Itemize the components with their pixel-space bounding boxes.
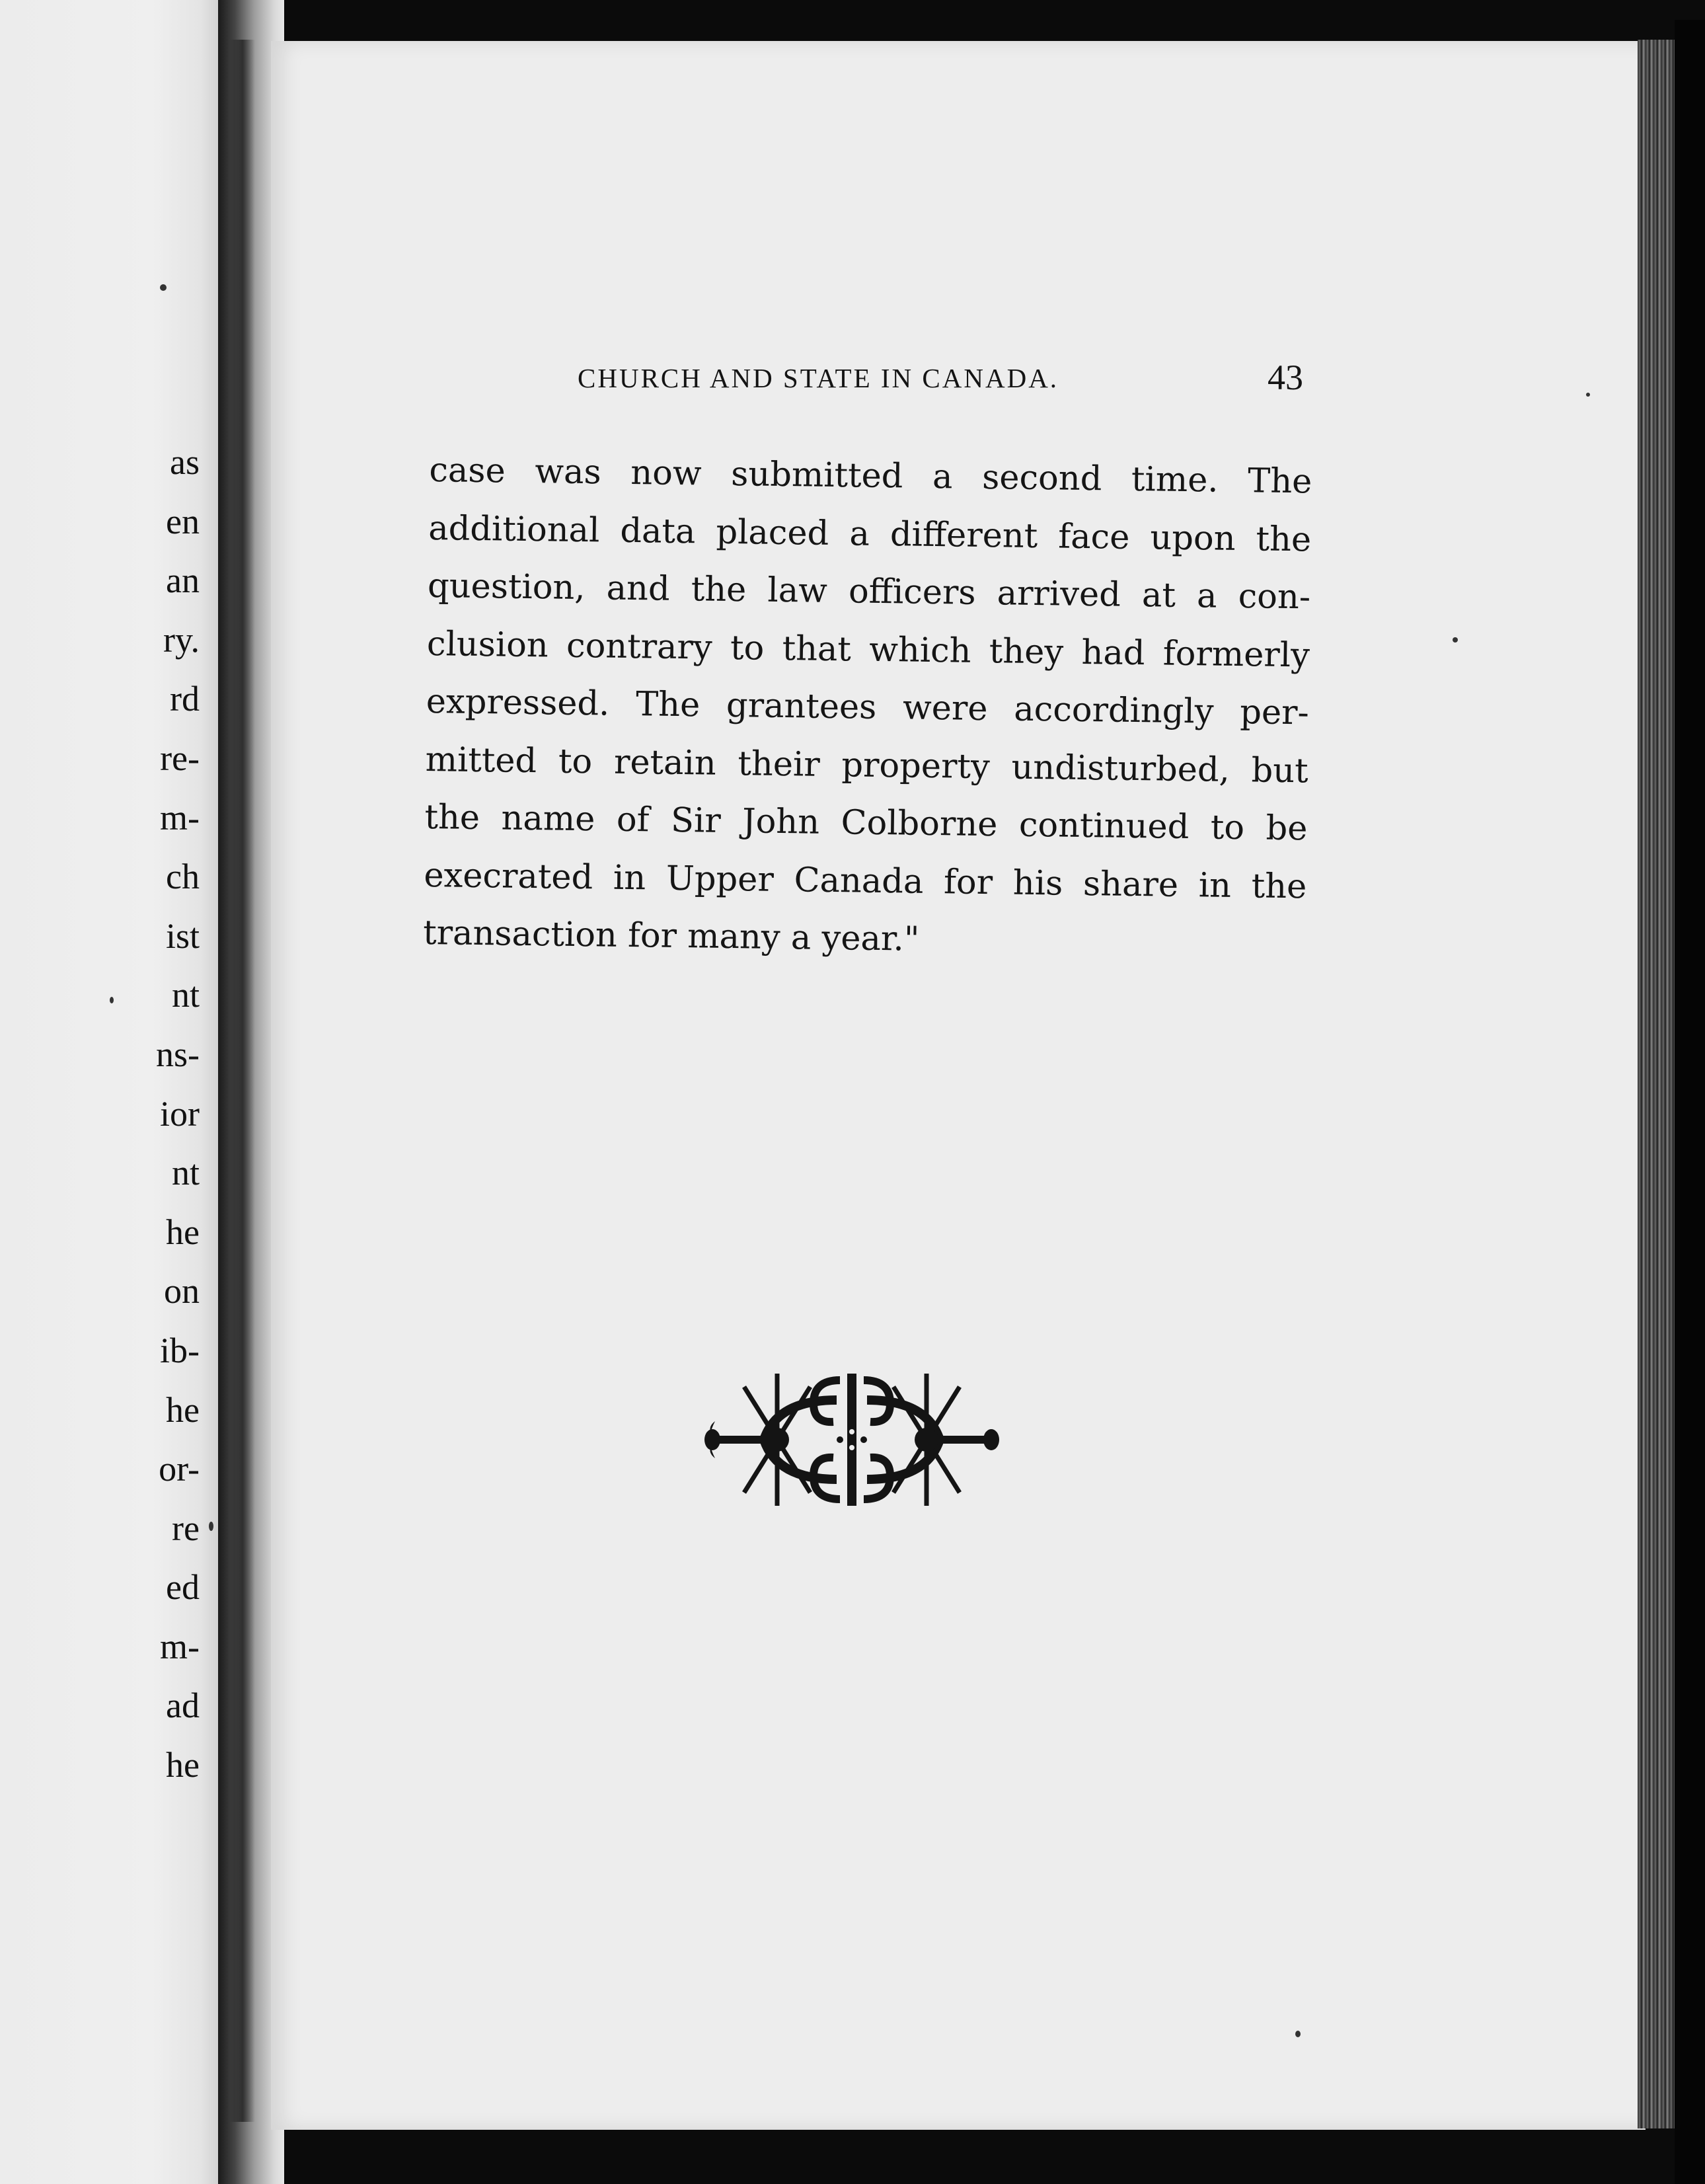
previous-page-line: ns- — [156, 1034, 200, 1074]
previous-page-line: m- — [160, 1626, 200, 1666]
previous-page-line: ist — [165, 916, 200, 956]
previous-page-fragment — [0, 0, 218, 2184]
previous-page-line-fragments — [156, 433, 200, 1795]
text-line: the name of Sir John Colborne continued to be — [424, 797, 1308, 849]
previous-page-line: on — [164, 1271, 200, 1311]
previous-page-line: nt — [171, 1153, 200, 1193]
previous-page-line: or- — [159, 1449, 200, 1489]
previous-page-line: re- — [160, 738, 200, 778]
text-line: clusion contrary to that which they had formerly — [426, 624, 1310, 675]
previous-page-line: nt — [171, 975, 200, 1015]
current-page — [271, 41, 1646, 2130]
body-text — [423, 442, 1312, 974]
scan-border — [1675, 20, 1705, 2184]
previous-page-line: an — [166, 561, 200, 601]
previous-page-line: m- — [160, 797, 200, 838]
page-number: 43 — [1268, 358, 1303, 397]
text-line: additional data placed a different face upon the — [428, 508, 1312, 559]
previous-page-line: ior — [160, 1093, 200, 1134]
previous-page-line: ad — [166, 1686, 200, 1726]
text-line: mitted to retain their property undisturbed, but — [425, 740, 1308, 791]
previous-page-line: he — [166, 1389, 200, 1430]
scan-speck — [1453, 637, 1458, 643]
previous-page-line: he — [166, 1212, 200, 1252]
scan-speck — [209, 1522, 213, 1531]
gutter-shadow — [230, 40, 255, 2122]
previous-page-line: en — [166, 501, 200, 541]
text-line: question, and the law officers arrived at a con- — [427, 566, 1311, 617]
text-line: expressed. The grantees were accordingly per- — [426, 682, 1310, 733]
scan-speck — [1295, 2031, 1301, 2037]
text-line: execrated in Upper Canada for his share in the — [424, 855, 1307, 906]
scan-speck — [1586, 393, 1590, 397]
printers-ornament-icon — [704, 1360, 999, 1519]
text-line: case was now submitted a second time. The — [429, 450, 1312, 502]
scan-speck — [110, 997, 114, 1003]
running-head: CHURCH AND STATE IN CANADA. — [578, 363, 1059, 393]
previous-page-line: as — [170, 442, 200, 482]
previous-page-line: he — [166, 1745, 200, 1785]
previous-page-line: rd — [170, 679, 200, 719]
previous-page-line: ch — [166, 857, 200, 897]
previous-page-line: ib- — [160, 1330, 200, 1370]
scan-speck — [160, 284, 167, 291]
previous-page-line: ed — [166, 1567, 200, 1608]
text-line: transaction for many a year." — [422, 913, 920, 959]
previous-page-line: ry. — [163, 619, 200, 660]
previous-page-line: re — [172, 1508, 200, 1548]
page-block-edges — [1638, 40, 1675, 2128]
